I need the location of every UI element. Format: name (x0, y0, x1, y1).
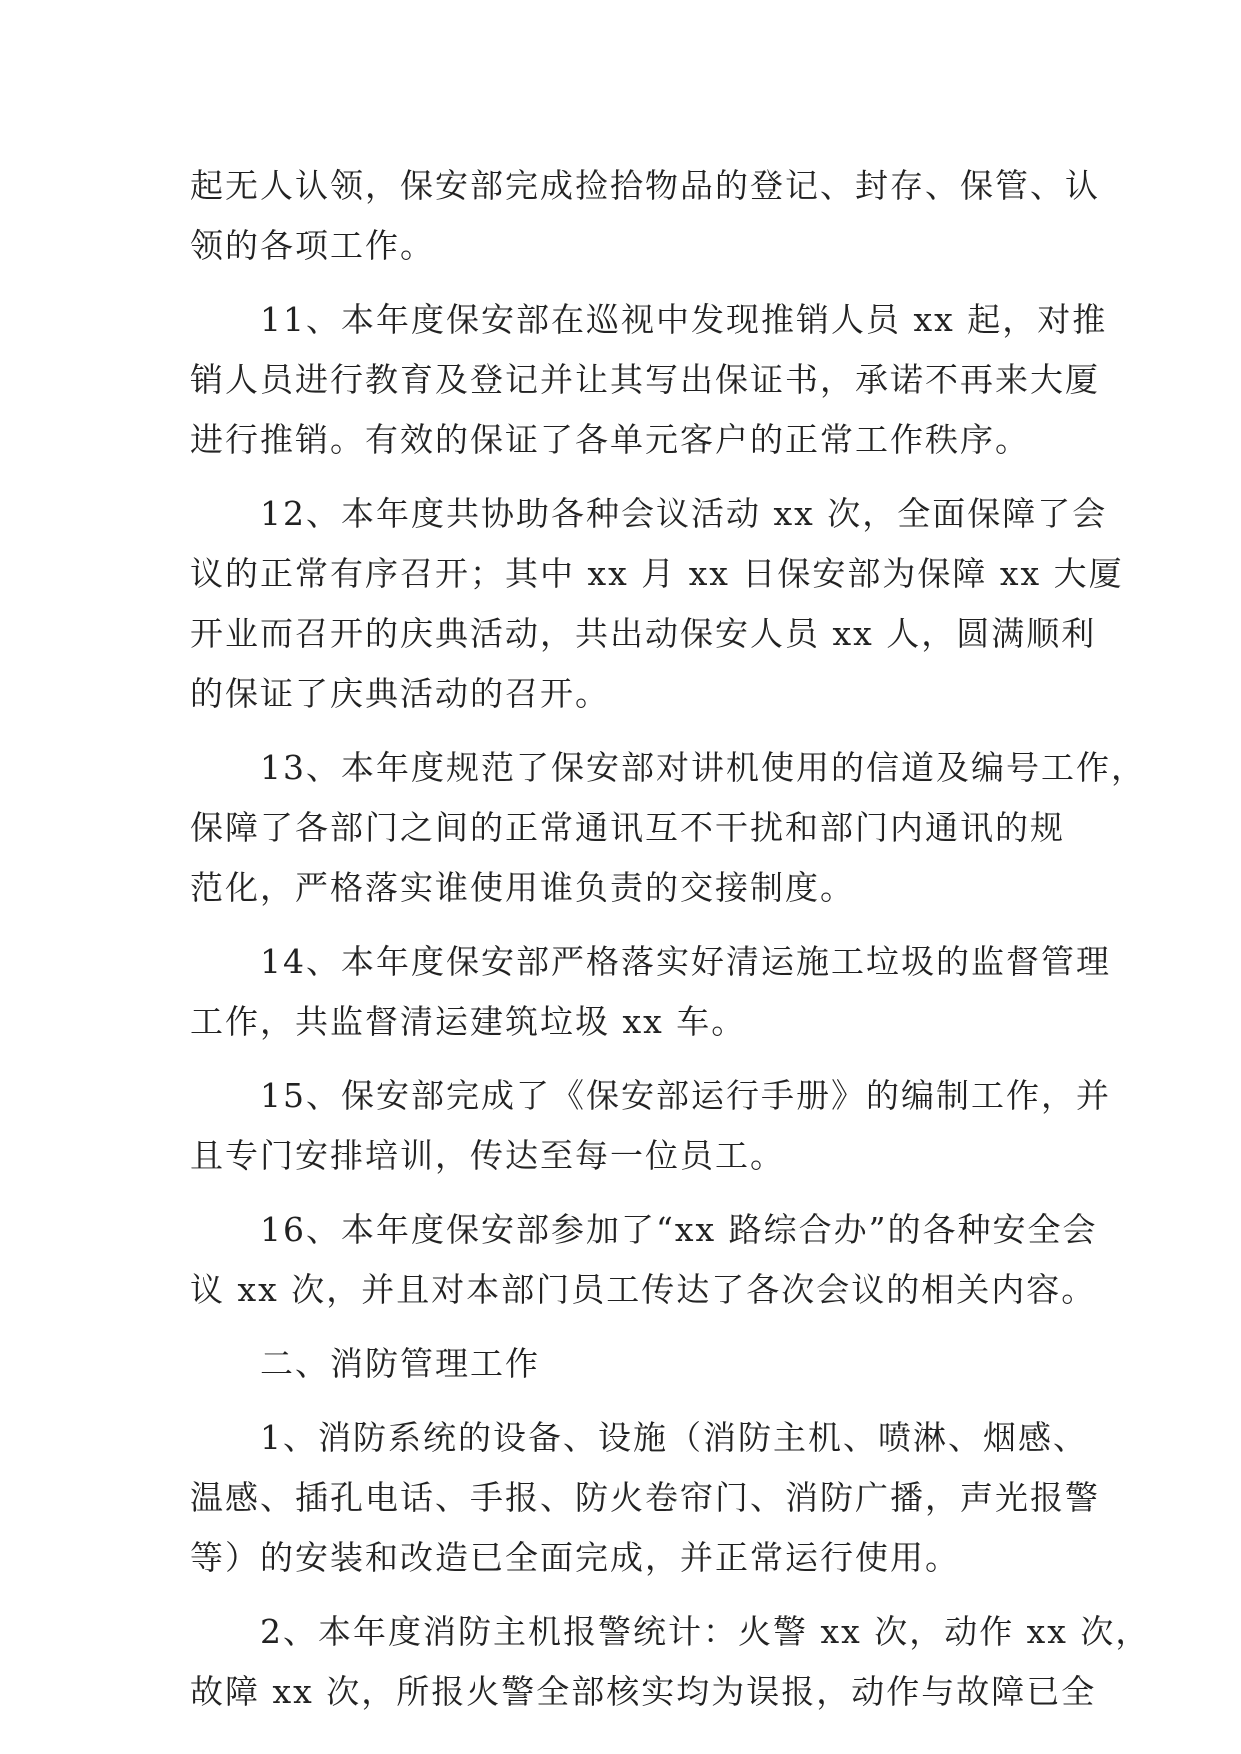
text-line: 保障了各部门之间的正常通讯互不干扰和部门内通讯的规 (190, 808, 1065, 847)
text-line: 2、本年度消防主机报警统计：火警 xx 次，动作 xx 次， (190, 1612, 1151, 1651)
text-line: 进行推销。有效的保证了各单元客户的正常工作秩序。 (190, 420, 1030, 459)
text-line: 工作，共监督清运建筑垃圾 xx 车。 (190, 1002, 747, 1041)
text-line: 1、消防系统的设备、设施（消防主机、喷淋、烟感、 (190, 1418, 1088, 1457)
text-line: 温感、插孔电话、手报、防火卷帘门、消防广播，声光报警 (190, 1478, 1100, 1517)
text-line: 起无人认领，保安部完成捡拾物品的登记、封存、保管、认 (190, 166, 1100, 205)
text-line: 议 xx 次，并且对本部门员工传达了各次会议的相关内容。 (190, 1270, 1097, 1309)
document-body (190, 156, 1151, 1722)
text-line: 11、本年度保安部在巡视中发现推销人员 xx 起，对推 (190, 300, 1108, 339)
text-line: 故障 xx 次，所报火警全部核实均为误报，动作与故障已全 (190, 1672, 1097, 1711)
text-line: 销人员进行教育及登记并让其写出保证书，承诺不再来大厦 (190, 360, 1100, 399)
text-line: 12、本年度共协助各种会议活动 xx 次，全面保障了会 (190, 494, 1108, 533)
text-line: 开业而召开的庆典活动，共出动保安人员 xx 人，圆满顺利 (190, 614, 1097, 653)
text-line: 二、消防管理工作 (190, 1344, 540, 1383)
text-line: 领的各项工作。 (190, 226, 435, 265)
text-line: 的保证了庆典活动的召开。 (190, 674, 610, 713)
text-line: 13、本年度规范了保安部对讲机使用的信道及编号工作， (190, 748, 1146, 787)
text-line: 范化，严格落实谁使用谁负责的交接制度。 (190, 868, 855, 907)
text-line: 等）的安装和改造已全面完成，并正常运行使用。 (190, 1538, 960, 1577)
text-line: 15、保安部完成了《保安部运行手册》的编制工作，并 (190, 1076, 1111, 1115)
text-line: 16、本年度保安部参加了“xx 路综合办”的各种安全会 (190, 1210, 1098, 1249)
text-line: 议的正常有序召开；其中 xx 月 xx 日保安部为保障 xx 大厦 (190, 554, 1124, 593)
text-line: 且专门安排培训，传达至每一位员工。 (190, 1136, 785, 1175)
text-line: 14、本年度保安部严格落实好清运施工垃圾的监督管理 (190, 942, 1111, 981)
